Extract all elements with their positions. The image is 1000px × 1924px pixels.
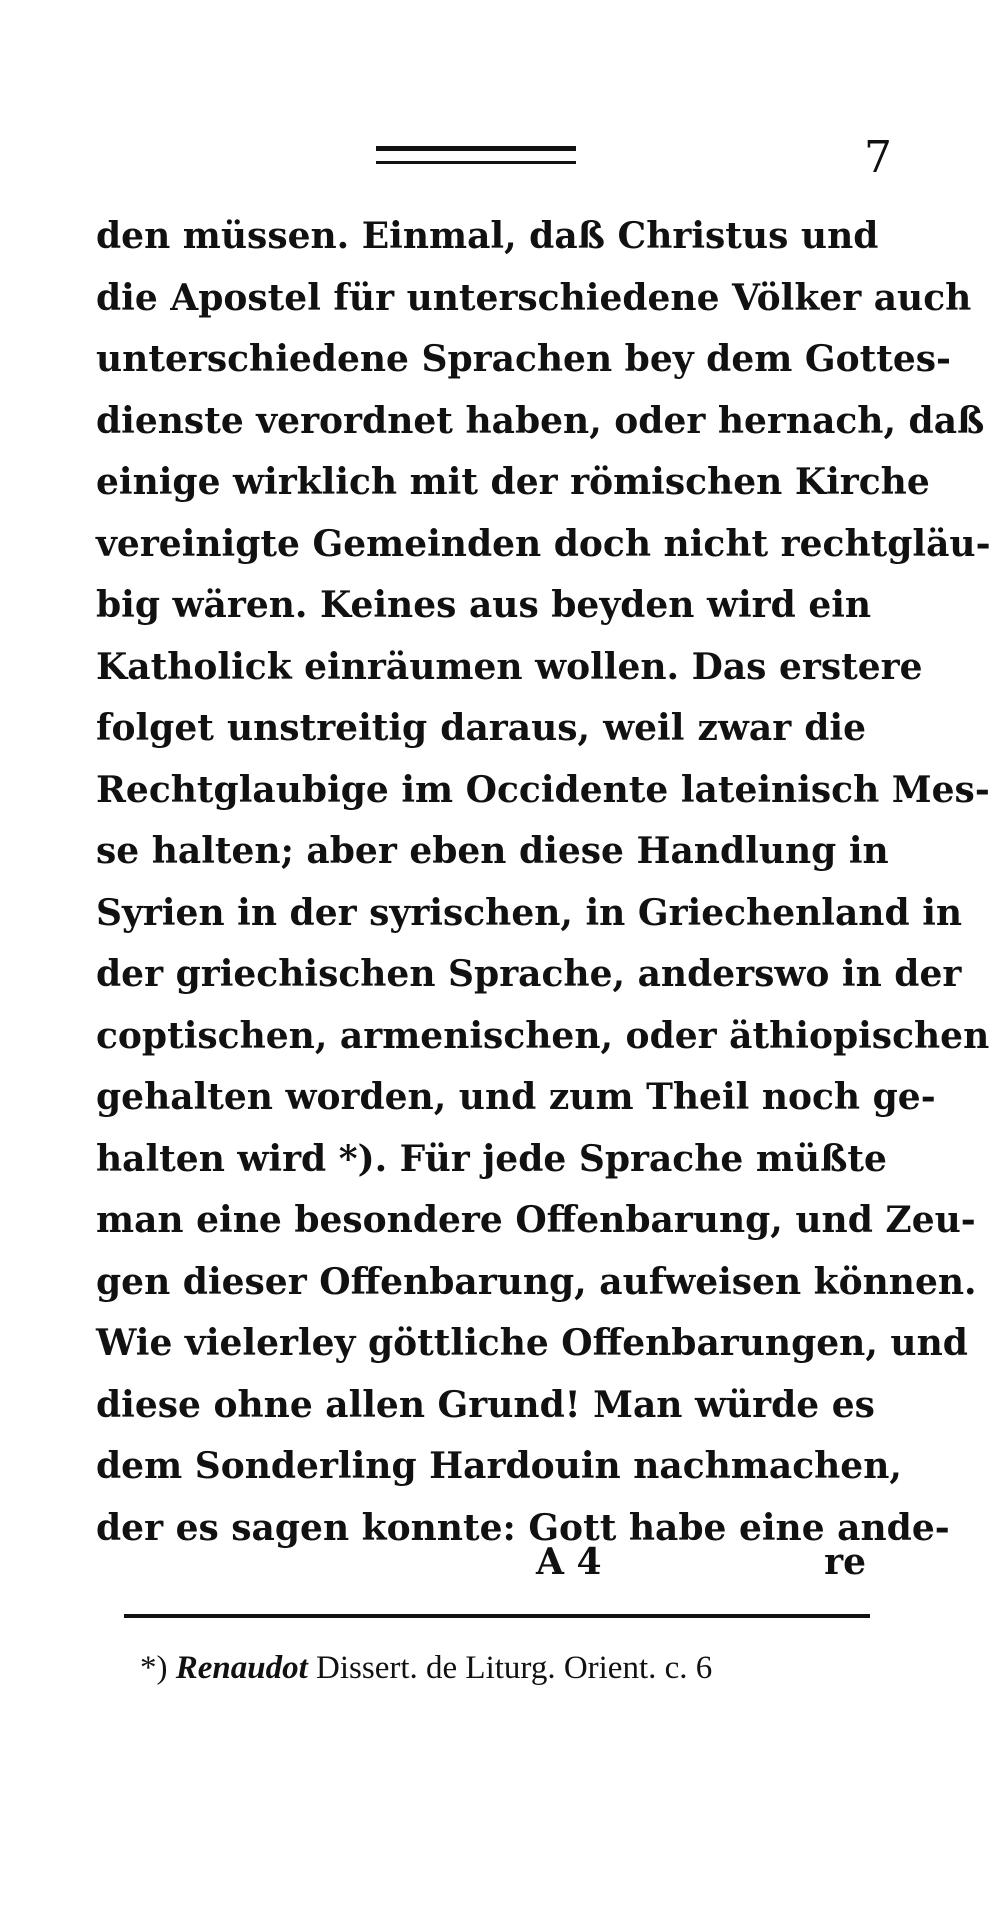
text-line: der es sagen konnte: Gott habe eine ande- [96, 1506, 950, 1549]
text-line: Syrien in der syrischen, in Griechenland in [96, 891, 963, 934]
footnote-text: Dissert. de Liturg. Orient. c. 6 [316, 1650, 713, 1686]
text-line: diese ohne allen Grund! Man würde es [96, 1383, 875, 1426]
text-line: man eine besondere Offenbarung, und Zeu- [96, 1199, 976, 1241]
page-number: 7 [864, 132, 892, 183]
text-line: coptischen, armenischen, oder äthiopischen [96, 1014, 990, 1057]
text-line: big wären. Keines aus beyden wird ein [96, 584, 872, 626]
text-line: dem Sonderling Hardouin nachmachen, [96, 1445, 902, 1487]
text-line: unterschiedene Sprachen bey dem Gottes- [96, 338, 951, 380]
text-line: se halten; aber eben diese Handlung in [96, 830, 889, 872]
footnote-author: Renaudot [175, 1650, 308, 1686]
text-line: dienste verordnet haben, oder hernach, daß [96, 399, 985, 442]
signature-row [96, 1532, 866, 1592]
footnote [140, 1648, 870, 1688]
text-line: folget unstreitig daraus, weil zwar die [96, 707, 866, 749]
text-line: Katholick einräumen wollen. Das erstere [96, 645, 923, 688]
catchword: re [824, 1541, 866, 1583]
footnote-rule [124, 1614, 870, 1618]
text-line: Rechtglaubige im Occidente lateinisch Mes- [96, 768, 990, 811]
signature-mark: A 4 [536, 1541, 602, 1583]
text-line: gehalten worden, und zum Theil noch ge- [96, 1076, 936, 1118]
text-line: gen dieser Offenbarung, aufweisen können. [96, 1260, 977, 1303]
text-line: den müssen. Einmal, daß Christus und [96, 215, 879, 257]
text-line: einige wirklich mit der römischen Kirche [96, 461, 930, 503]
body-text [96, 206, 991, 1559]
text-line: der griechischen Sprache, anderswo in der [96, 953, 962, 995]
text-line: die Apostel für unterschiedene Völker auch [96, 276, 972, 319]
footnote-marker: *) [140, 1650, 168, 1686]
text-line: Wie vielerley göttliche Offenbarungen, und [96, 1322, 968, 1364]
header-rule [376, 146, 576, 164]
text-line: halten wird *). Für jede Sprache müßte [96, 1137, 887, 1180]
text-line: vereinigte Gemeinden doch nicht rechtgläu- [96, 522, 991, 565]
